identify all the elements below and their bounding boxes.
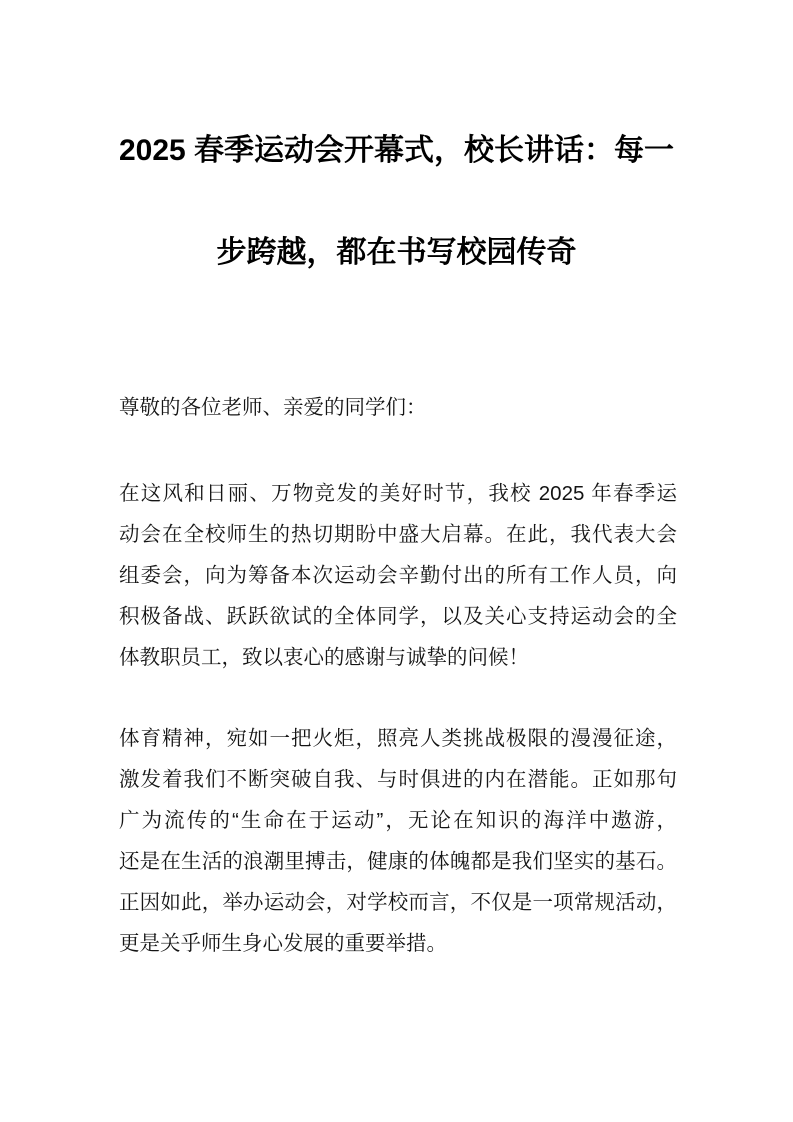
greeting-line: 尊敬的各位老师、亲爱的同学们： bbox=[119, 396, 427, 419]
text-line: 步跨越，都在书写校园传奇 bbox=[216, 236, 577, 269]
paragraph-sports-spirit bbox=[119, 718, 677, 964]
document-title bbox=[0, 100, 793, 304]
text-line: 体育精神，宛如一把火炬，照亮人类挑战极限的漫漫征途， bbox=[119, 727, 677, 750]
greeting-block bbox=[119, 387, 677, 428]
text-line: 广为流传的“生命在于运动”，无论在知识的海洋中遨游， bbox=[119, 809, 677, 832]
paragraph-opening-remarks bbox=[119, 473, 677, 678]
text-line: 更是关乎师生身心发展的重要举措。 bbox=[119, 932, 447, 955]
text-line: 积极备战、跃跃欲试的全体同学，以及关心支持运动会的全 bbox=[119, 605, 677, 628]
text-line: 正因如此，举办运动会，对学校而言，不仅是一项常规活动， bbox=[119, 891, 677, 914]
text-line: 在这风和日丽、万物竞发的美好时节，我校 2025 年春季运 bbox=[119, 482, 677, 505]
text-line: 2025 春季运动会开幕式，校长讲话：每一 bbox=[118, 134, 675, 167]
text-line: 动会在全校师生的热切期盼中盛大启幕。在此，我代表大会 bbox=[119, 523, 677, 546]
text-line: 组委会，向为筹备本次运动会辛勤付出的所有工作人员，向 bbox=[119, 564, 677, 587]
text-line: 体教职员工，致以衷心的感谢与诚挚的问候！ bbox=[119, 646, 529, 669]
text-line: 激发着我们不断突破自我、与时俱进的内在潜能。正如那句 bbox=[119, 768, 677, 791]
text-line: 还是在生活的浪潮里搏击，健康的体魄都是我们坚实的基石。 bbox=[119, 850, 677, 873]
